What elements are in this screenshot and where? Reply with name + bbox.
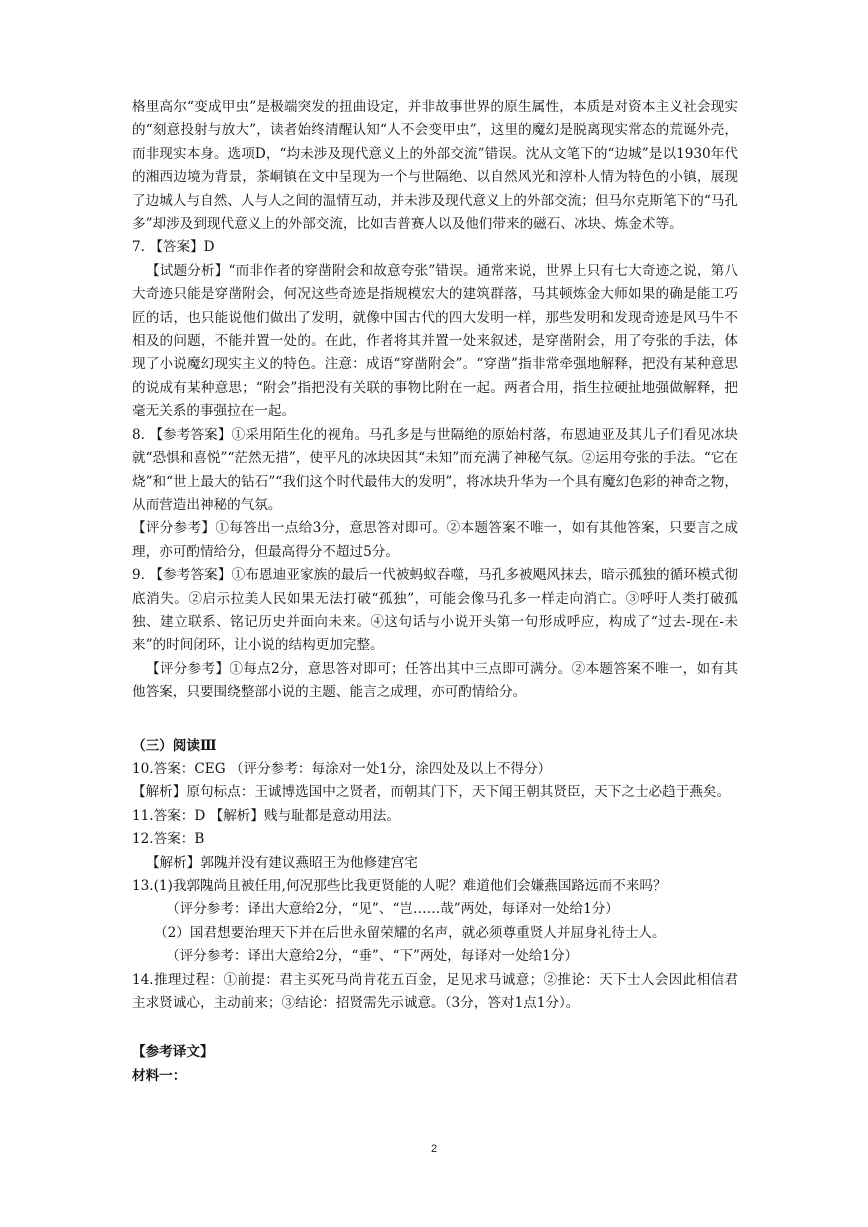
reference-translation-heading: 【参考译文】 <box>132 1044 214 1061</box>
q8-answer: 8. 【参考答案】①采用陌生化的视角。马孔多是与世隔绝的原始村落，布恩迪亚及其儿子们看见冰块就“恐惧和喜悦”“茫然无措”，使平凡的冰块因其“未知”而充满了神秘气氛。②运用夸张的手法。“它在烧”和“世上最大的钻石”“我们这个时代最伟大的发明”，将冰块升华为一个具有魔幻色彩的神奇之物，从而营造出神秘的气氛。 <box>132 426 738 513</box>
q9-answer: 9. 【参考答案】①布恩迪亚家族的最后一代被蚂蚁吞噬，马孔多被飓风抹去，暗示孤独的循环模式彻底消失。②启示拉美人民如果无法打破“孤独”，可能会像马孔多一样走向消亡。③呼吁人类打破孤独、建立联系、铭记历史并面向未来。④这句话与小说开头第一句形成呼应，构成了“过去-现在-未来”的时间闭环，让小说的结构更加完整。 <box>132 567 738 654</box>
q8-scoring: 【评分参考】①每答出一点给3分，意思答对即可。②本题答案不唯一，如有其他答案，只要言之成理，亦可酌情给分，但最高得分不超过5分。 <box>132 520 738 560</box>
section-heading-reading-3: （三）阅读Ⅲ <box>132 737 217 754</box>
q12-answer: 12.答案：B <box>132 831 205 848</box>
page-number: 2 <box>430 1143 438 1155</box>
paragraph-analysis-continuation: 格里高尔“变成甲虫”是极端突发的扭曲设定，并非故事世界的原生属性，本质是对资本主义社会现实的“刻意投射与放大”，读者始终清醒认知“人不会变甲虫”，这里的魔幻是脱离现实常态的荒诞外壳，而非现实本身。选项D，“均未涉及现代意义上的外部交流”错误。沈从文笔下的“边城”是以1930年代的湘西边境为背景，茶峒镇在文中呈现为一个与世隔绝、以自然风光和淳朴人情为特色的小镇，展现了边城人与自然、人与人之间的温情互动，并未涉及现代意义上的外部交流；但马尔克斯笔下的“马孔多”却涉及到现代意义上的外部交流，比如吉普赛人以及他们带来的磁石、冰块、炼金术等。 <box>132 99 738 233</box>
q7-analysis: 【试题分析】“而非作者的穿凿附会和故意夸张”错误。通常来说，世界上只有七大奇迹之说，第八大奇迹只能是穿凿附会，何况这些奇迹是指规模宏大的建筑群落，马其顿炼金大师如果的确是能工巧匠的话，也只能说他们做出了发明，就像中国古代的四大发明一样，那些发明和发现奇迹是风马牛不相及的问题，不能并置一处的。在此，作者将其并置一处来叙述，是穿凿附会，用了夸张的手法，体现了小说魔幻现实主义的特色。注意：成语“穿凿附会”。“穿凿”指非常牵强地解释，把没有某种意思的说成有某种意思；“附会”指把没有关联的事物比附在一起。两者合用，指生拉硬扯地强做解释，把毫无关系的事强拉在一起。 <box>132 262 738 420</box>
q10-analysis: 【解析】原句标点：王诚博选国中之贤者，而朝其门下，天下闻王朝其贤臣，天下之士必趋于燕矣。 <box>132 784 731 801</box>
q13-part1: 13.(1)我郭隗尚且被任用,何况那些比我更贤能的人呢？难道他们会嫌燕国路远而不来吗？ <box>132 878 667 894</box>
material-one-heading: 材料一： <box>132 1067 187 1084</box>
q12-analysis: 【解析】郭隗并没有建议燕昭王为他修建宫宅 <box>146 854 418 871</box>
q13-part2: （2）国君想要治理天下并在后世永留荣耀的名声，就必须尊重贤人并屈身礼待士人。 <box>154 924 666 941</box>
q14-answer: 14.推理过程：①前提：君主买死马尚肯花五百金，足见求马诚意；②推论：天下士人会因此相信君主求贤诚心，主动前来；③结论：招贤需先示诚意。（3分，答对1点1分）。 <box>132 971 738 1012</box>
q7-answer: 7. 【答案】D <box>132 239 215 256</box>
answer-text-body <box>132 96 738 1088</box>
q13-part1-scoring: （评分参考：译出大意给2分，“见”、“岂……哉”两处，每译对一处给1分） <box>166 901 619 918</box>
q11-answer: 11.答案：D 【解析】贱与耻都是意动用法。 <box>132 807 400 824</box>
q13-part2-scoring: （评分参考：译出大意给2分，“垂”、“下”两处，每译对一处给1分） <box>166 948 579 965</box>
q9-scoring: 【评分参考】①每点2分，意思答对即可；任答出其中三点即可满分。②本题答案不唯一，如有其他答案，只要围绕整部小说的主题、能言之成理，亦可酌情给分。 <box>132 660 738 701</box>
q10-answer: 10.答案：CEG （评分参考：每涂对一处1分，涂四处及以上不得分） <box>132 760 552 777</box>
